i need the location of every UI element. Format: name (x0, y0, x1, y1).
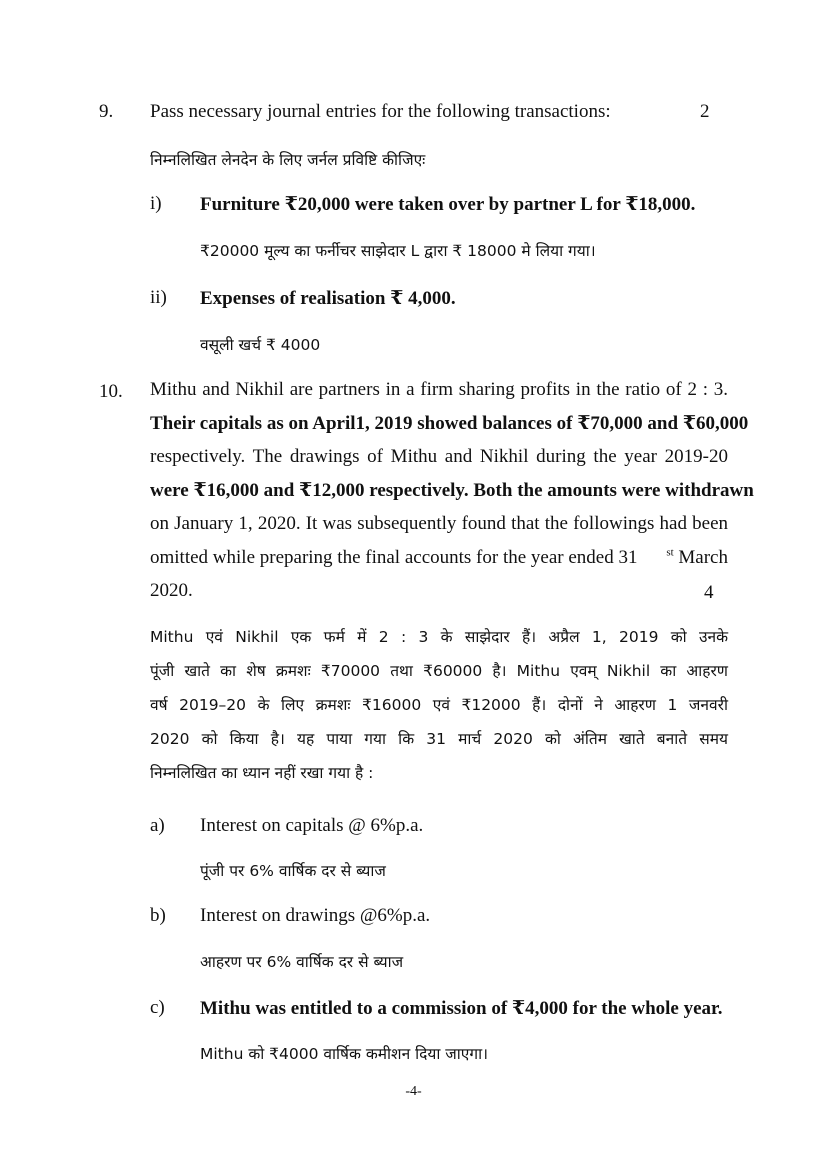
q10-item-a-text-en: Interest on capitals @ 6%p.a. (200, 815, 424, 836)
q10-en-line-6 (150, 541, 728, 575)
q10-hi-line-1: Mithu एवं Nikhil एक फर्म में 2 : 3 के साझेदार हैं। अप्रैल 1, 2019 को उनके (150, 628, 728, 646)
q10-en-line-6-month: March (678, 546, 728, 568)
q10-en-line-6-tail (666, 541, 728, 575)
q10-hi-line-3: वर्ष 2019–20 के लिए क्रमशः ₹16000 एवं ₹12000 हैं। दोनों ने आहरण 1 जनवरी (150, 696, 728, 714)
question-9-number: 9. (99, 101, 114, 122)
q10-item-a-text-hi: पूंजी पर 6% वार्षिक दर से ब्याज (200, 862, 386, 880)
question-9-text-en: Pass necessary journal entries for the following transactions: (150, 101, 611, 122)
page-number: -4- (405, 1084, 422, 1099)
q10-item-a-label: a) (150, 815, 165, 836)
q9-item-ii-text-hi: वसूली खर्च ₹ 4000 (200, 336, 321, 354)
q9-item-i-text-hi: ₹20000 मूल्य का फर्नीचर साझेदार L द्वारा ₹ 18000 मे लिया गया। (200, 242, 596, 260)
q9-item-i-text-en: Furniture ₹20,000 were taken over by partner L for ₹18,000. (200, 194, 696, 215)
q10-hi-line-4: 2020 को किया है। यह पाया गया कि 31 मार्च 2020 को अंतिम खाते बनाते समय (150, 730, 728, 748)
question-10-text-en (150, 373, 754, 608)
q10-en-line-5: on January 1, 2020. It was subsequently found that the followings had been (150, 513, 728, 534)
q10-hi-line-5: निम्नलिखित का ध्यान नहीं रखा गया है : (150, 764, 374, 782)
q10-en-line-6-main: omitted while preparing the final accounts for the year ended 31 (150, 546, 638, 568)
question-9-marks: 2 (700, 101, 710, 122)
q10-en-line-1: Mithu and Nikhil are partners in a firm sharing profits in the ratio of 2 : 3. (150, 379, 728, 400)
q9-item-ii-label: ii) (150, 287, 167, 308)
q10-en-line-3: respectively. The drawings of Mithu and Nikhil during the year 2019-20 (150, 446, 728, 467)
question-10-marks: 4 (704, 582, 714, 603)
question-10-number: 10. (99, 381, 123, 402)
q10-hi-line-2: पूंजी खाते का शेष क्रमशः ₹70000 तथा ₹60000 है। Mithu एवम् Nikhil का आहरण (150, 662, 728, 680)
q10-en-line-7: 2020. (150, 580, 193, 601)
q10-item-c-text-en: Mithu was entitled to a commission of ₹4,000 for the whole year. (200, 998, 723, 1019)
q10-item-c-label: c) (150, 997, 165, 1018)
q10-en-line-4: were ₹16,000 and ₹12,000 respectively. Both the amounts were withdrawn (150, 479, 754, 501)
q10-en-line-6-sup: st (666, 546, 674, 559)
q10-item-c-text-hi: Mithu को ₹4000 वार्षिक कमीशन दिया जाएगा। (200, 1045, 488, 1063)
q10-item-b-text-hi: आहरण पर 6% वार्षिक दर से ब्याज (200, 953, 404, 971)
q10-item-b-label: b) (150, 905, 166, 926)
q9-item-i-label: i) (150, 193, 162, 214)
q10-en-line-2: Their capitals as on April1, 2019 showed balances of ₹70,000 and ₹60,000 (150, 412, 749, 434)
question-10-text-hi (150, 620, 728, 790)
question-9-text-hi: निम्नलिखित लेनदेन के लिए जर्नल प्रविष्टि कीजिएः (150, 151, 426, 169)
q10-item-b-text-en: Interest on drawings @6%p.a. (200, 905, 431, 926)
q9-item-ii-text-en: Expenses of realisation ₹ 4,000. (200, 288, 456, 309)
